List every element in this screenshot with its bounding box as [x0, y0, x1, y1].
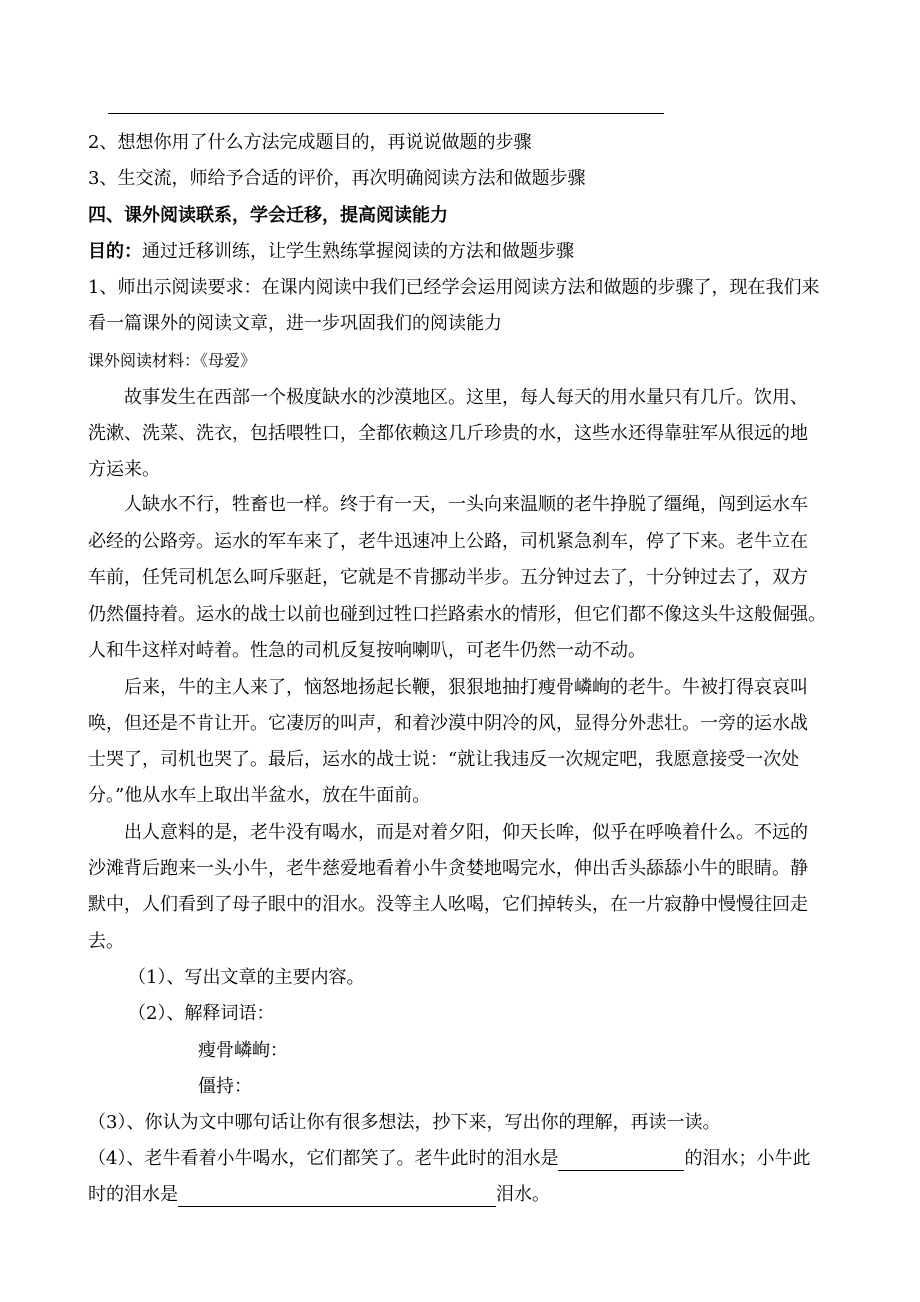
- question-4-line-2: [88, 1183, 550, 1207]
- requirement-line-2: 看一篇课外的阅读文章，进一步巩固我们的阅读能力: [88, 313, 502, 334]
- question-2: （2）、解释词语：: [128, 1003, 275, 1024]
- section-heading-text: 四、课外阅读联系，学会迁移，提高阅读能力: [88, 205, 448, 226]
- step-3: 3、生交流，师给予合适的评价，再次明确阅读方法和做题步骤: [88, 168, 586, 189]
- answer-blank-1[interactable]: [558, 1150, 684, 1171]
- story-p4-line: 去。: [88, 931, 124, 952]
- story-p1-line: 方运来。: [88, 459, 160, 480]
- story-p2-line: 仍然僵持着。运水的战士以前也碰到过牲口拦路索水的情形，但它们都不像这头牛这般倔强。: [88, 604, 826, 625]
- question-4-text-a: （4）、老牛看着小牛喝水，它们都笑了。老牛此时的泪水是: [88, 1148, 559, 1169]
- story-p3-line: 分。”他从水车上取出半盆水，放在牛面前。: [88, 785, 431, 806]
- story-p3-line: 士哭了，司机也哭了。最后，运水的战士说：“就让我违反一次规定吧，我愿意接受一次处: [88, 749, 800, 770]
- goal-line: [88, 240, 574, 264]
- story-p2-line: 车前，任凭司机怎么呵斥驱赶，它就是不肯挪动半步。五分钟过去了，十分钟过去了，双方: [88, 567, 808, 588]
- story-p2-line: 人和牛这样对峙着。性急的司机反复按响喇叭，可老牛仍然一动不动。: [88, 640, 646, 661]
- question-4-text-d: 泪水。: [496, 1184, 550, 1205]
- reading-material-title: 课外阅读材料：《母爱》: [88, 351, 257, 370]
- story-p2-line: 人缺水不行，牲畜也一样。终于有一天，一头向来温顺的老牛挣脱了缰绳，闯到运水车: [124, 494, 808, 515]
- question-4-line-1: [88, 1147, 810, 1171]
- story-p3-line: 后来，牛的主人来了，恼怒地扬起长鞭，狠狠地抽打瘦骨嶙峋的老牛。牛被打得哀哀叫: [124, 677, 808, 698]
- story-p2-line: 必经的公路旁。运水的军车来了，老牛迅速冲上公路，司机紧急刹车，停了下来。老牛立在: [88, 531, 808, 552]
- question-4-text-b: 的泪水；小牛此: [684, 1148, 811, 1169]
- story-p3-line: 唤，但还是不肯让开。它凄厉的叫声，和着沙漠中阴冷的风，显得分外悲壮。一旁的运水战: [88, 713, 808, 734]
- requirement-line-1: 1、师出示阅读要求：在课内阅读中我们已经学会运用阅读方法和做题的步骤了，现在我们来: [88, 277, 820, 298]
- answer-line: [108, 113, 664, 114]
- story-p4-line: 出人意料的是，老牛没有喝水，而是对着夕阳，仰天长哞，似乎在呼唤着什么。不远的: [124, 822, 808, 843]
- question-1: （1）、写出文章的主要内容。: [128, 967, 365, 988]
- story-p4-line: 沙滩背后跑来一头小牛，老牛慈爱地看着小牛贪婪地喝完水，伸出舌头舔舔小牛的眼睛。静: [88, 858, 808, 879]
- section-heading: [88, 204, 448, 228]
- story-p1-line: 故事发生在西部一个极度缺水的沙漠地区。这里，每人每天的用水量只有几斤。饮用、: [124, 387, 808, 408]
- question-4-text-c: 时的泪水是: [88, 1184, 178, 1205]
- question-3: （3）、你认为文中哪句话让你有很多想法，抄下来，写出你的理解，再读一读。: [88, 1112, 721, 1133]
- goal-label: 目的：: [88, 241, 142, 262]
- goal-text: 通过迁移训练，让学生熟练掌握阅读的方法和做题步骤: [142, 241, 574, 262]
- story-p1-line: 洗漱、洗菜、洗衣，包括喂牲口，全都依赖这几斤珍贵的水，这些水还得靠驻军从很远的地: [88, 423, 808, 444]
- vocab-word-1: 瘦骨嶙峋：: [198, 1040, 288, 1061]
- step-2: 2、想想你用了什么方法完成题目的，再说说做题的步骤: [88, 132, 532, 153]
- vocab-word-2: 僵持：: [198, 1076, 252, 1097]
- story-p4-line: 默中，人们看到了母子眼中的泪水。没等主人吆喝，它们掉转头，在一片寂静中慢慢往回走: [88, 894, 808, 915]
- answer-blank-2[interactable]: [178, 1186, 496, 1207]
